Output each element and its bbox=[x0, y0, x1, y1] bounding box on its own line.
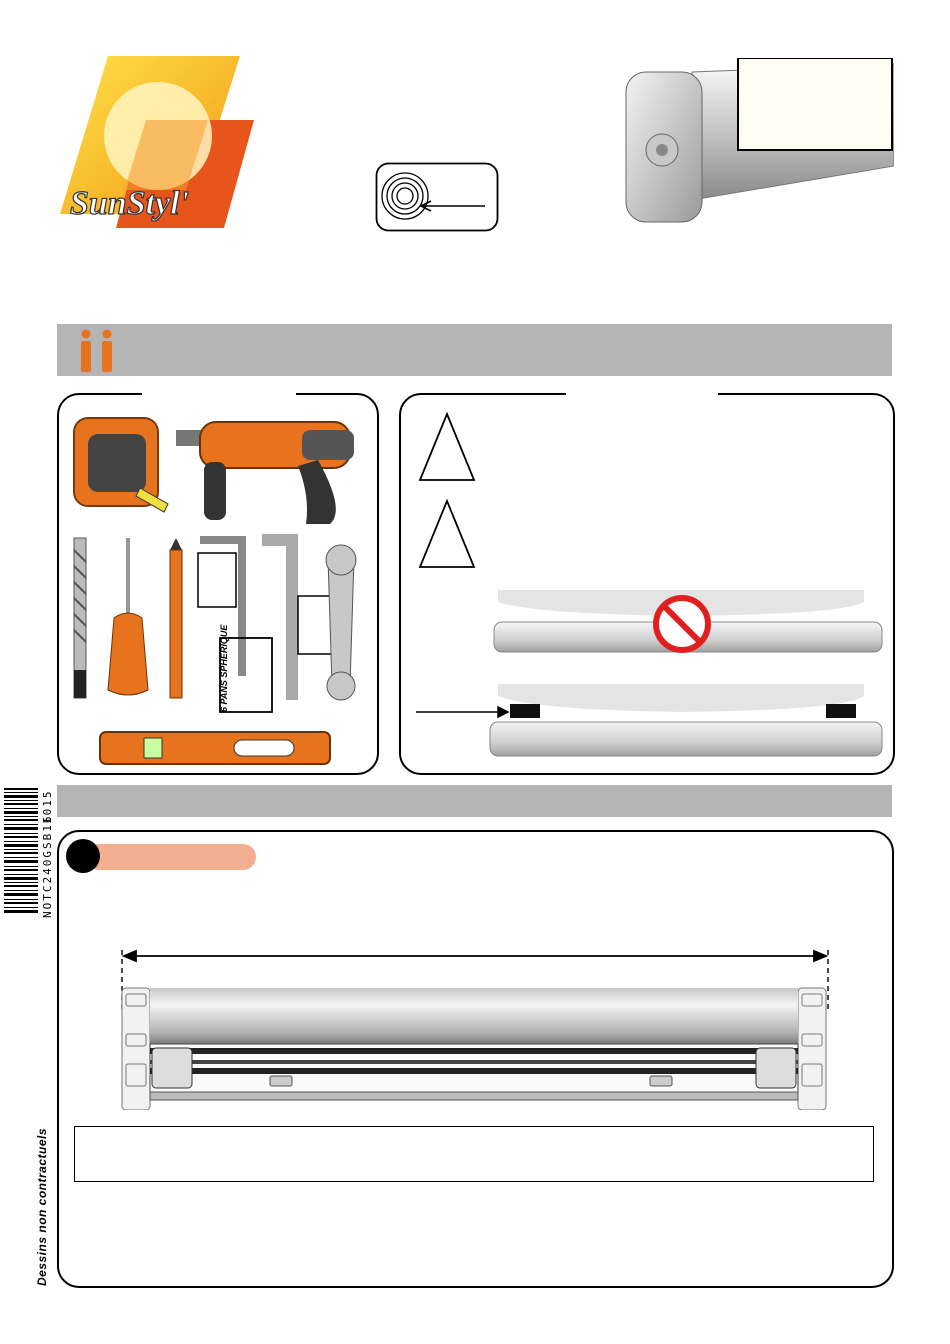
sunstyl-logo bbox=[58, 54, 258, 230]
barcode bbox=[4, 786, 38, 916]
tools-panel-title-gap bbox=[142, 389, 296, 399]
prohibited-icon bbox=[656, 598, 708, 650]
awning-front-diagram bbox=[114, 944, 836, 1110]
document-code: NOTC240GSB16 bbox=[41, 814, 54, 918]
right-bracket bbox=[798, 988, 826, 1110]
left-bracket bbox=[122, 988, 150, 1110]
screwdriver-icon bbox=[108, 538, 148, 695]
step-pill bbox=[86, 844, 256, 870]
hex-key-label: 6 PANS SPHERIQUE bbox=[219, 624, 229, 712]
section-header-bar-2 bbox=[57, 785, 892, 817]
warning-triangle-icon bbox=[417, 411, 477, 483]
coil-symbol bbox=[375, 162, 499, 232]
disclaimer-text: Dessins non contractuels bbox=[35, 1127, 49, 1286]
spirit-level-icon bbox=[100, 732, 330, 764]
logo-text: SunStyl' bbox=[70, 185, 190, 222]
width-dimension-arrow bbox=[124, 951, 826, 961]
warnings-panel-title-gap bbox=[566, 389, 718, 399]
date-code: 1015 bbox=[41, 789, 54, 824]
drill-bit-icon bbox=[74, 538, 86, 698]
tape-measure-icon bbox=[74, 418, 168, 512]
awning-end-cap-image bbox=[622, 58, 894, 226]
warning-triangle-icon-2 bbox=[417, 498, 477, 570]
two-persons-icon bbox=[76, 329, 120, 373]
section-header-bar bbox=[57, 324, 892, 376]
tools-illustration bbox=[60, 400, 374, 768]
spanner-icon bbox=[326, 545, 356, 700]
pencil-icon bbox=[170, 538, 182, 698]
step-note-box bbox=[74, 1126, 874, 1182]
step-number-dot bbox=[66, 839, 100, 873]
hex-key-icon bbox=[198, 540, 272, 712]
awning-storage-diagram bbox=[414, 584, 888, 768]
drill-icon bbox=[176, 422, 354, 524]
note-box bbox=[738, 58, 892, 150]
